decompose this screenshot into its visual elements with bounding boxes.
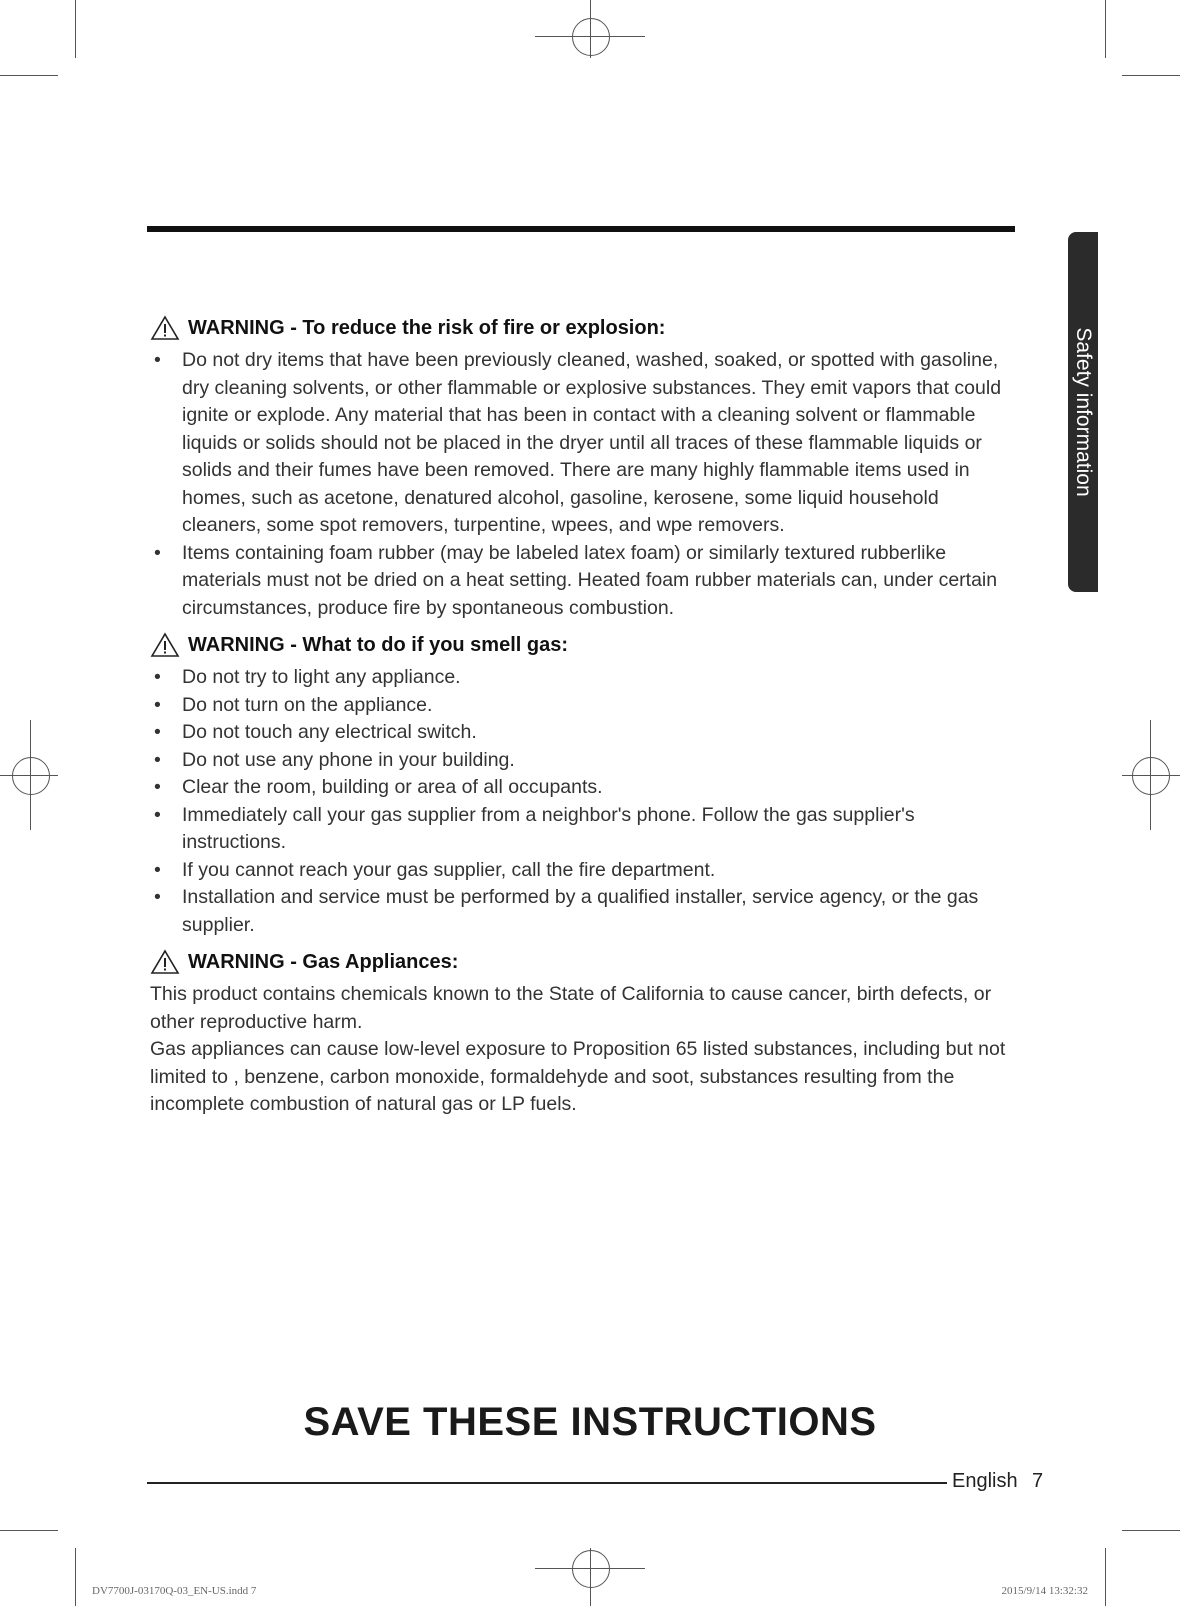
warning-heading-gas xyxy=(150,632,1020,658)
page-content xyxy=(150,315,1020,1119)
warning-heading-text: WARNING - To reduce the risk of fire or explosion: xyxy=(188,316,666,339)
print-slug-date: 2015/9/14 13:32:32 xyxy=(1001,1585,1088,1597)
list-item: • If you cannot reach your gas supplier, call the fire department. xyxy=(150,857,1020,885)
crop-mark xyxy=(1105,1548,1106,1606)
warning-triangle-icon xyxy=(150,632,180,658)
gas-warning-list xyxy=(150,664,1020,939)
registration-line xyxy=(590,1548,591,1606)
list-item: • Do not touch any electrical switch. xyxy=(150,719,1020,747)
list-item: • Items containing foam rubber (may be labeled latex foam) or similarly textured rubberlike materials must not be dried on a heat setting. Heated foam rubber materials can, under certain circumstances, produce fire by spontaneous combustion. xyxy=(150,540,1020,623)
warning-heading-appliances xyxy=(150,949,1020,975)
registration-mark-bottom xyxy=(572,1550,610,1588)
list-item: • Do not turn on the appliance. xyxy=(150,692,1020,720)
save-instructions-title: SAVE THESE INSTRUCTIONS xyxy=(303,1400,877,1444)
warning-heading-text: WARNING - What to do if you smell gas: xyxy=(188,633,568,656)
registration-mark-left xyxy=(12,757,50,795)
prop65-paragraph: This product contains chemicals known to the State of California to cause cancer, birth defects, or other reproductive harm. xyxy=(150,983,992,1033)
side-tab-label: Safety information xyxy=(1072,327,1095,497)
top-rule xyxy=(147,226,1015,232)
registration-line xyxy=(30,720,31,830)
list-item: • Installation and service must be performed by a qualified installer, service agency, or the gas supplier. xyxy=(150,884,1020,939)
crop-mark xyxy=(0,75,58,76)
list-item: • Clear the room, building or area of all occupants. xyxy=(150,774,1020,802)
list-item: • Do not dry items that have been previously cleaned, washed, soaked, or spotted with gasoline, dry cleaning solvents, or other flammable or explosive substances. They emit vapors that could ignite or explode. Any material that has been in contact with a cleaning solvent or flammable liquids or solids should not be placed in the dryer until all traces of these flammable liquids or solids and their fumes have been removed. There are many highly flammable items used in homes, such as acetone, denatured alcohol, gasoline, kerosene, some liquid household cleaners, some spot removers, turpentine, wpees, and wpe removers. xyxy=(150,347,1020,540)
footer-rule xyxy=(147,1482,947,1484)
list-item: • Immediately call your gas supplier from a neighbor's phone. Follow the gas supplier's instructions. xyxy=(150,802,1020,857)
crop-mark xyxy=(1122,1530,1180,1531)
warning-triangle-icon xyxy=(150,315,180,341)
registration-line xyxy=(1122,775,1180,776)
warning-heading-fire xyxy=(150,315,1020,341)
section-side-tab xyxy=(1068,232,1098,592)
crop-mark xyxy=(1105,0,1106,58)
registration-line xyxy=(0,775,58,776)
list-item: • Do not try to light any appliance. xyxy=(150,664,1020,692)
crop-mark xyxy=(0,1530,58,1531)
registration-line xyxy=(1150,720,1151,830)
print-slug-file: DV7700J-03170Q-03_EN-US.indd 7 xyxy=(92,1585,257,1597)
crop-mark xyxy=(1122,75,1180,76)
registration-mark-right xyxy=(1132,757,1170,795)
gas-exposure-paragraph: Gas appliances can cause low-level exposure to Proposition 65 listed substances, including but not limited to , benzene, carbon monoxide, formaldehyde and soot, substances resulting from the incomplete combustion of natural gas or LP fuels. xyxy=(150,1038,1006,1115)
warning-heading-text: WARNING - Gas Appliances: xyxy=(188,950,459,973)
warning-triangle-icon xyxy=(150,949,180,975)
page-number: 7 xyxy=(1032,1470,1044,1492)
footer-language: English xyxy=(952,1470,1018,1492)
crop-mark xyxy=(75,1548,76,1606)
list-item: • Do not use any phone in your building. xyxy=(150,747,1020,775)
registration-line xyxy=(590,0,591,58)
registration-mark-top xyxy=(572,18,610,56)
crop-mark xyxy=(75,0,76,58)
fire-warning-list xyxy=(150,347,1020,622)
